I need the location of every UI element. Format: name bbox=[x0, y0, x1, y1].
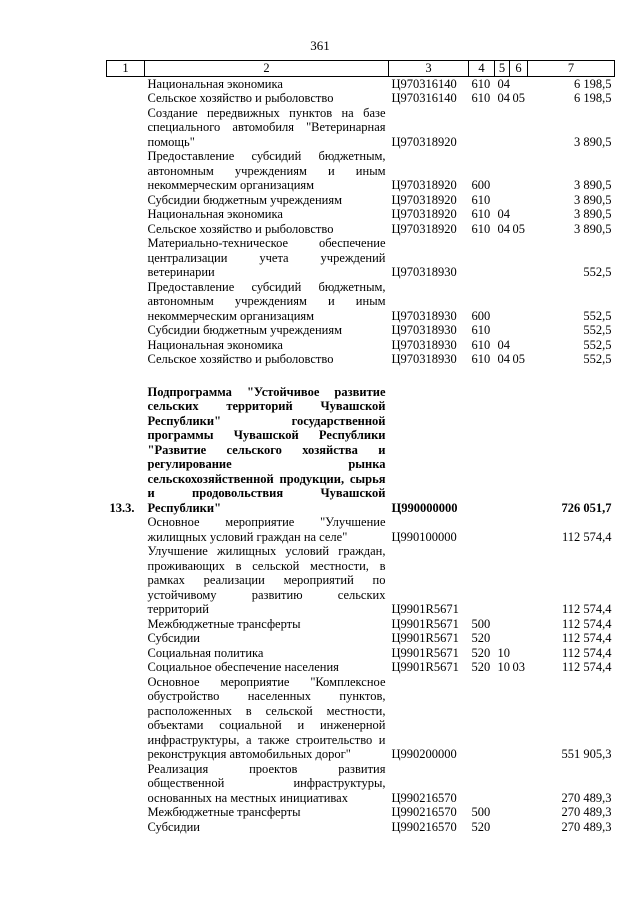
row-section bbox=[495, 106, 510, 150]
table-row bbox=[107, 805, 615, 820]
section-code: Ц990000000 bbox=[391, 500, 458, 515]
column-header-5: 5 bbox=[495, 61, 510, 77]
row-number-cell bbox=[107, 762, 145, 806]
row-code: Ц990200000 bbox=[391, 747, 457, 761]
row-expense-type: 610 bbox=[471, 207, 491, 221]
table-row bbox=[107, 646, 615, 661]
row-name: Социальная политика bbox=[147, 645, 264, 660]
row-name: Сельское хозяйство и рыболовство bbox=[147, 221, 334, 236]
table-row bbox=[107, 617, 615, 632]
row-name: Основное мероприятие "Комплексное обустройство населенных пунктов, расположенных в сельской местности, объектами социальной и инженерной инфраструктуры, а также строительство и реконструкция автомобильных дорог" bbox=[147, 674, 386, 761]
row-subsection: 05 bbox=[512, 91, 525, 105]
row-sum: 112 574,4 bbox=[561, 616, 612, 631]
row-subsection bbox=[510, 515, 528, 544]
row-number-cell bbox=[107, 515, 145, 544]
row-section bbox=[495, 631, 510, 646]
row-sum: 552,5 bbox=[583, 352, 612, 366]
row-subsection bbox=[510, 280, 528, 324]
row-expense-type: 600 bbox=[471, 308, 491, 323]
table-body-part-2 bbox=[107, 515, 615, 834]
row-section bbox=[495, 675, 510, 762]
row-name: Субсидии bbox=[147, 819, 200, 834]
row-subsection bbox=[510, 805, 528, 820]
row-code: Ц990100000 bbox=[391, 529, 457, 544]
row-code: Ц970318920 bbox=[391, 178, 457, 192]
row-number-cell bbox=[107, 149, 145, 193]
row-expense-type: 500 bbox=[471, 805, 491, 819]
row-sum: 112 574,4 bbox=[561, 529, 612, 544]
row-expense-type bbox=[469, 515, 495, 544]
row-name: Предоставление субсидий бюджетным, автономным учреждениям и иным некоммерческим организациям bbox=[147, 149, 386, 192]
row-expense-type: 610 bbox=[471, 192, 491, 207]
row-subsection bbox=[510, 544, 528, 617]
row-section bbox=[495, 515, 510, 544]
row-expense-type: 610 bbox=[471, 323, 491, 337]
section-row bbox=[107, 385, 615, 516]
section-sum: 726 051,7 bbox=[561, 500, 612, 515]
page-number: 361 bbox=[310, 38, 330, 53]
row-name: Социальное обеспечение населения bbox=[147, 660, 339, 674]
table-row bbox=[107, 149, 615, 193]
table-row bbox=[107, 91, 615, 106]
row-sum: 112 574,4 bbox=[561, 645, 612, 660]
row-sum: 3 890,5 bbox=[574, 192, 612, 207]
row-number-cell bbox=[107, 544, 145, 617]
row-name: Субсидии бюджетным учреждениям bbox=[147, 323, 343, 337]
row-subsection bbox=[510, 631, 528, 646]
row-sum: 6 198,5 bbox=[574, 91, 612, 105]
row-section: 10 bbox=[497, 645, 510, 660]
column-header-7: 7 bbox=[528, 61, 615, 77]
row-subsection: 05 bbox=[512, 352, 525, 366]
row-expense-type bbox=[469, 236, 495, 280]
row-expense-type: 520 bbox=[471, 645, 491, 660]
row-subsection bbox=[510, 675, 528, 762]
row-number-cell bbox=[107, 338, 145, 353]
row-code: Ц970318930 bbox=[391, 323, 457, 337]
table-row bbox=[107, 207, 615, 222]
row-code: Ц970318930 bbox=[391, 352, 457, 366]
row-code: Ц9901R5671 bbox=[391, 660, 459, 674]
row-name: Создание передвижных пунктов на базе специального автомобиля "Ветеринарная помощь" bbox=[147, 105, 386, 149]
section-block bbox=[107, 367, 615, 516]
row-code: Ц970318920 bbox=[391, 221, 457, 236]
column-header-6: 6 bbox=[510, 61, 528, 77]
row-code: Ц990216570 bbox=[391, 805, 457, 819]
table-row bbox=[107, 222, 615, 237]
row-number-cell bbox=[107, 91, 145, 106]
table-row bbox=[107, 515, 615, 544]
table-row bbox=[107, 660, 615, 675]
row-number-cell bbox=[107, 193, 145, 208]
row-subsection bbox=[510, 106, 528, 150]
row-number-cell bbox=[107, 805, 145, 820]
row-sum: 3 890,5 bbox=[574, 207, 612, 221]
table-row bbox=[107, 820, 615, 835]
row-number-cell bbox=[107, 660, 145, 675]
table-row bbox=[107, 544, 615, 617]
row-section: 04 bbox=[497, 337, 510, 352]
row-code: Ц9901R5671 bbox=[391, 631, 459, 645]
section-title: Подпрограмма "Устойчивое развитие сельских территорий Чувашской Республики" государственной программы Чувашской Республики "Развитие сельского хозяйства и регулирование рынка сельскохозяйственной продукции, сырья и продовольствия Чувашской Республики" bbox=[147, 384, 386, 515]
row-section bbox=[495, 236, 510, 280]
row-section: 04 bbox=[497, 76, 510, 91]
section-number: 13.3. bbox=[109, 500, 135, 515]
row-code: Ц970318920 bbox=[391, 134, 457, 149]
table-body-part-1 bbox=[107, 76, 615, 367]
row-section: 04 bbox=[497, 207, 510, 221]
row-subsection bbox=[510, 617, 528, 632]
table-row bbox=[107, 236, 615, 280]
row-name: Сельское хозяйство и рыболовство bbox=[147, 91, 334, 105]
row-sum: 552,5 bbox=[583, 323, 612, 337]
table-row bbox=[107, 193, 615, 208]
row-expense-type bbox=[469, 762, 495, 806]
row-section bbox=[495, 280, 510, 324]
budget-table bbox=[106, 60, 615, 834]
row-expense-type bbox=[469, 106, 495, 150]
row-code: Ц970318920 bbox=[391, 192, 457, 207]
row-expense-type: 520 bbox=[471, 631, 491, 645]
row-subsection bbox=[510, 338, 528, 353]
row-sum: 3 890,5 bbox=[574, 221, 612, 236]
row-number-cell bbox=[107, 617, 145, 632]
row-sum: 270 489,3 bbox=[561, 805, 612, 819]
row-number-cell bbox=[107, 76, 145, 91]
row-sum: 270 489,3 bbox=[561, 819, 612, 834]
row-name: Национальная экономика bbox=[147, 76, 283, 91]
row-code: Ц990216570 bbox=[391, 790, 457, 805]
row-number-cell bbox=[107, 207, 145, 222]
table-row bbox=[107, 323, 615, 338]
row-code: Ц9901R5671 bbox=[391, 616, 459, 631]
row-section: 10 bbox=[497, 660, 510, 674]
row-number-cell bbox=[107, 352, 145, 367]
row-number-cell bbox=[107, 631, 145, 646]
row-number-cell bbox=[107, 323, 145, 338]
row-name: Предоставление субсидий бюджетным, автономным учреждениям и иным некоммерческим организациям bbox=[147, 279, 386, 323]
row-section bbox=[495, 762, 510, 806]
column-header-4: 4 bbox=[469, 61, 495, 77]
column-header-2: 2 bbox=[145, 61, 389, 77]
row-sum: 3 890,5 bbox=[574, 178, 612, 192]
row-subsection bbox=[510, 820, 528, 835]
row-number-cell bbox=[107, 236, 145, 280]
row-name: Межбюджетные трансферты bbox=[147, 805, 301, 819]
row-code: Ц970318930 bbox=[391, 337, 457, 352]
row-expense-type: 610 bbox=[471, 91, 491, 105]
row-name: Материально-техническое обеспечение централизации учета учреждений ветеринарии bbox=[147, 236, 386, 279]
row-section bbox=[495, 149, 510, 193]
row-code: Ц990216570 bbox=[391, 819, 457, 834]
row-code: Ц970316140 bbox=[391, 91, 457, 105]
row-code: Ц970318930 bbox=[391, 308, 457, 323]
row-section bbox=[495, 617, 510, 632]
column-header-1: 1 bbox=[107, 61, 145, 77]
row-subsection bbox=[510, 236, 528, 280]
row-subsection bbox=[510, 323, 528, 338]
row-code: Ц970318920 bbox=[391, 207, 457, 221]
row-subsection bbox=[510, 193, 528, 208]
row-expense-type: 520 bbox=[471, 660, 491, 674]
row-sum: 112 574,4 bbox=[561, 602, 612, 616]
row-section bbox=[495, 820, 510, 835]
row-number-cell bbox=[107, 106, 145, 150]
row-name: Улучшение жилищных условий граждан, проживающих в сельской местности, в рамках реализации мероприятий по устойчивому развитию сельских территорий bbox=[147, 544, 386, 616]
row-section bbox=[495, 323, 510, 338]
row-section bbox=[495, 193, 510, 208]
row-name: Реализация проектов развития общественной инфраструктуры, основанных на местных инициативах bbox=[147, 761, 386, 805]
row-number-cell bbox=[107, 280, 145, 324]
row-name: Субсидии bbox=[147, 631, 200, 645]
table-row bbox=[107, 280, 615, 324]
row-sum: 552,5 bbox=[583, 265, 612, 279]
row-code: Ц970318930 bbox=[391, 265, 457, 279]
row-subsection bbox=[510, 76, 528, 91]
row-number-cell bbox=[107, 646, 145, 661]
row-expense-type: 520 bbox=[471, 819, 491, 834]
row-code: Ц970316140 bbox=[391, 76, 457, 91]
table-row bbox=[107, 352, 615, 367]
row-number-cell bbox=[107, 820, 145, 835]
row-number-cell bbox=[107, 222, 145, 237]
row-sum: 112 574,4 bbox=[561, 660, 612, 674]
column-header-3: 3 bbox=[389, 61, 469, 77]
row-subsection: 03 bbox=[512, 660, 525, 674]
row-sum: 112 574,4 bbox=[561, 631, 612, 645]
row-expense-type bbox=[469, 544, 495, 617]
table-row bbox=[107, 762, 615, 806]
table-row bbox=[107, 106, 615, 150]
row-expense-type: 600 bbox=[471, 178, 491, 192]
table-row bbox=[107, 631, 615, 646]
row-sum: 270 489,3 bbox=[561, 790, 612, 805]
row-section: 04 bbox=[497, 221, 510, 236]
row-expense-type: 610 bbox=[471, 76, 491, 91]
table-row bbox=[107, 338, 615, 353]
row-sum: 3 890,5 bbox=[574, 134, 612, 149]
row-code: Ц9901R5671 bbox=[391, 645, 459, 660]
row-name: Сельское хозяйство и рыболовство bbox=[147, 352, 334, 366]
row-subsection bbox=[510, 646, 528, 661]
row-name: Основное мероприятие "Улучшение жилищных условий граждан на селе" bbox=[147, 515, 386, 544]
row-expense-type: 610 bbox=[471, 337, 491, 352]
row-name: Субсидии бюджетным учреждениям bbox=[147, 192, 343, 207]
row-sum: 552,5 bbox=[583, 337, 612, 352]
row-section bbox=[495, 544, 510, 617]
row-subsection: 05 bbox=[512, 221, 525, 236]
table-row bbox=[107, 76, 615, 91]
row-sum: 551 905,3 bbox=[561, 747, 612, 761]
table-header bbox=[107, 61, 615, 77]
row-section bbox=[495, 805, 510, 820]
row-name: Национальная экономика bbox=[147, 207, 283, 221]
row-sum: 6 198,5 bbox=[574, 76, 612, 91]
row-number-cell bbox=[107, 675, 145, 762]
row-subsection bbox=[510, 207, 528, 222]
row-code: Ц9901R5671 bbox=[391, 602, 459, 616]
row-name: Межбюджетные трансферты bbox=[147, 616, 301, 631]
row-subsection bbox=[510, 149, 528, 193]
row-expense-type bbox=[469, 675, 495, 762]
row-expense-type: 610 bbox=[471, 221, 491, 236]
row-sum: 552,5 bbox=[583, 308, 612, 323]
row-expense-type: 610 bbox=[471, 352, 491, 366]
row-name: Национальная экономика bbox=[147, 337, 283, 352]
row-section: 04 bbox=[497, 91, 510, 105]
table-row bbox=[107, 675, 615, 762]
row-expense-type: 500 bbox=[471, 616, 491, 631]
row-subsection bbox=[510, 762, 528, 806]
row-section: 04 bbox=[497, 352, 510, 366]
